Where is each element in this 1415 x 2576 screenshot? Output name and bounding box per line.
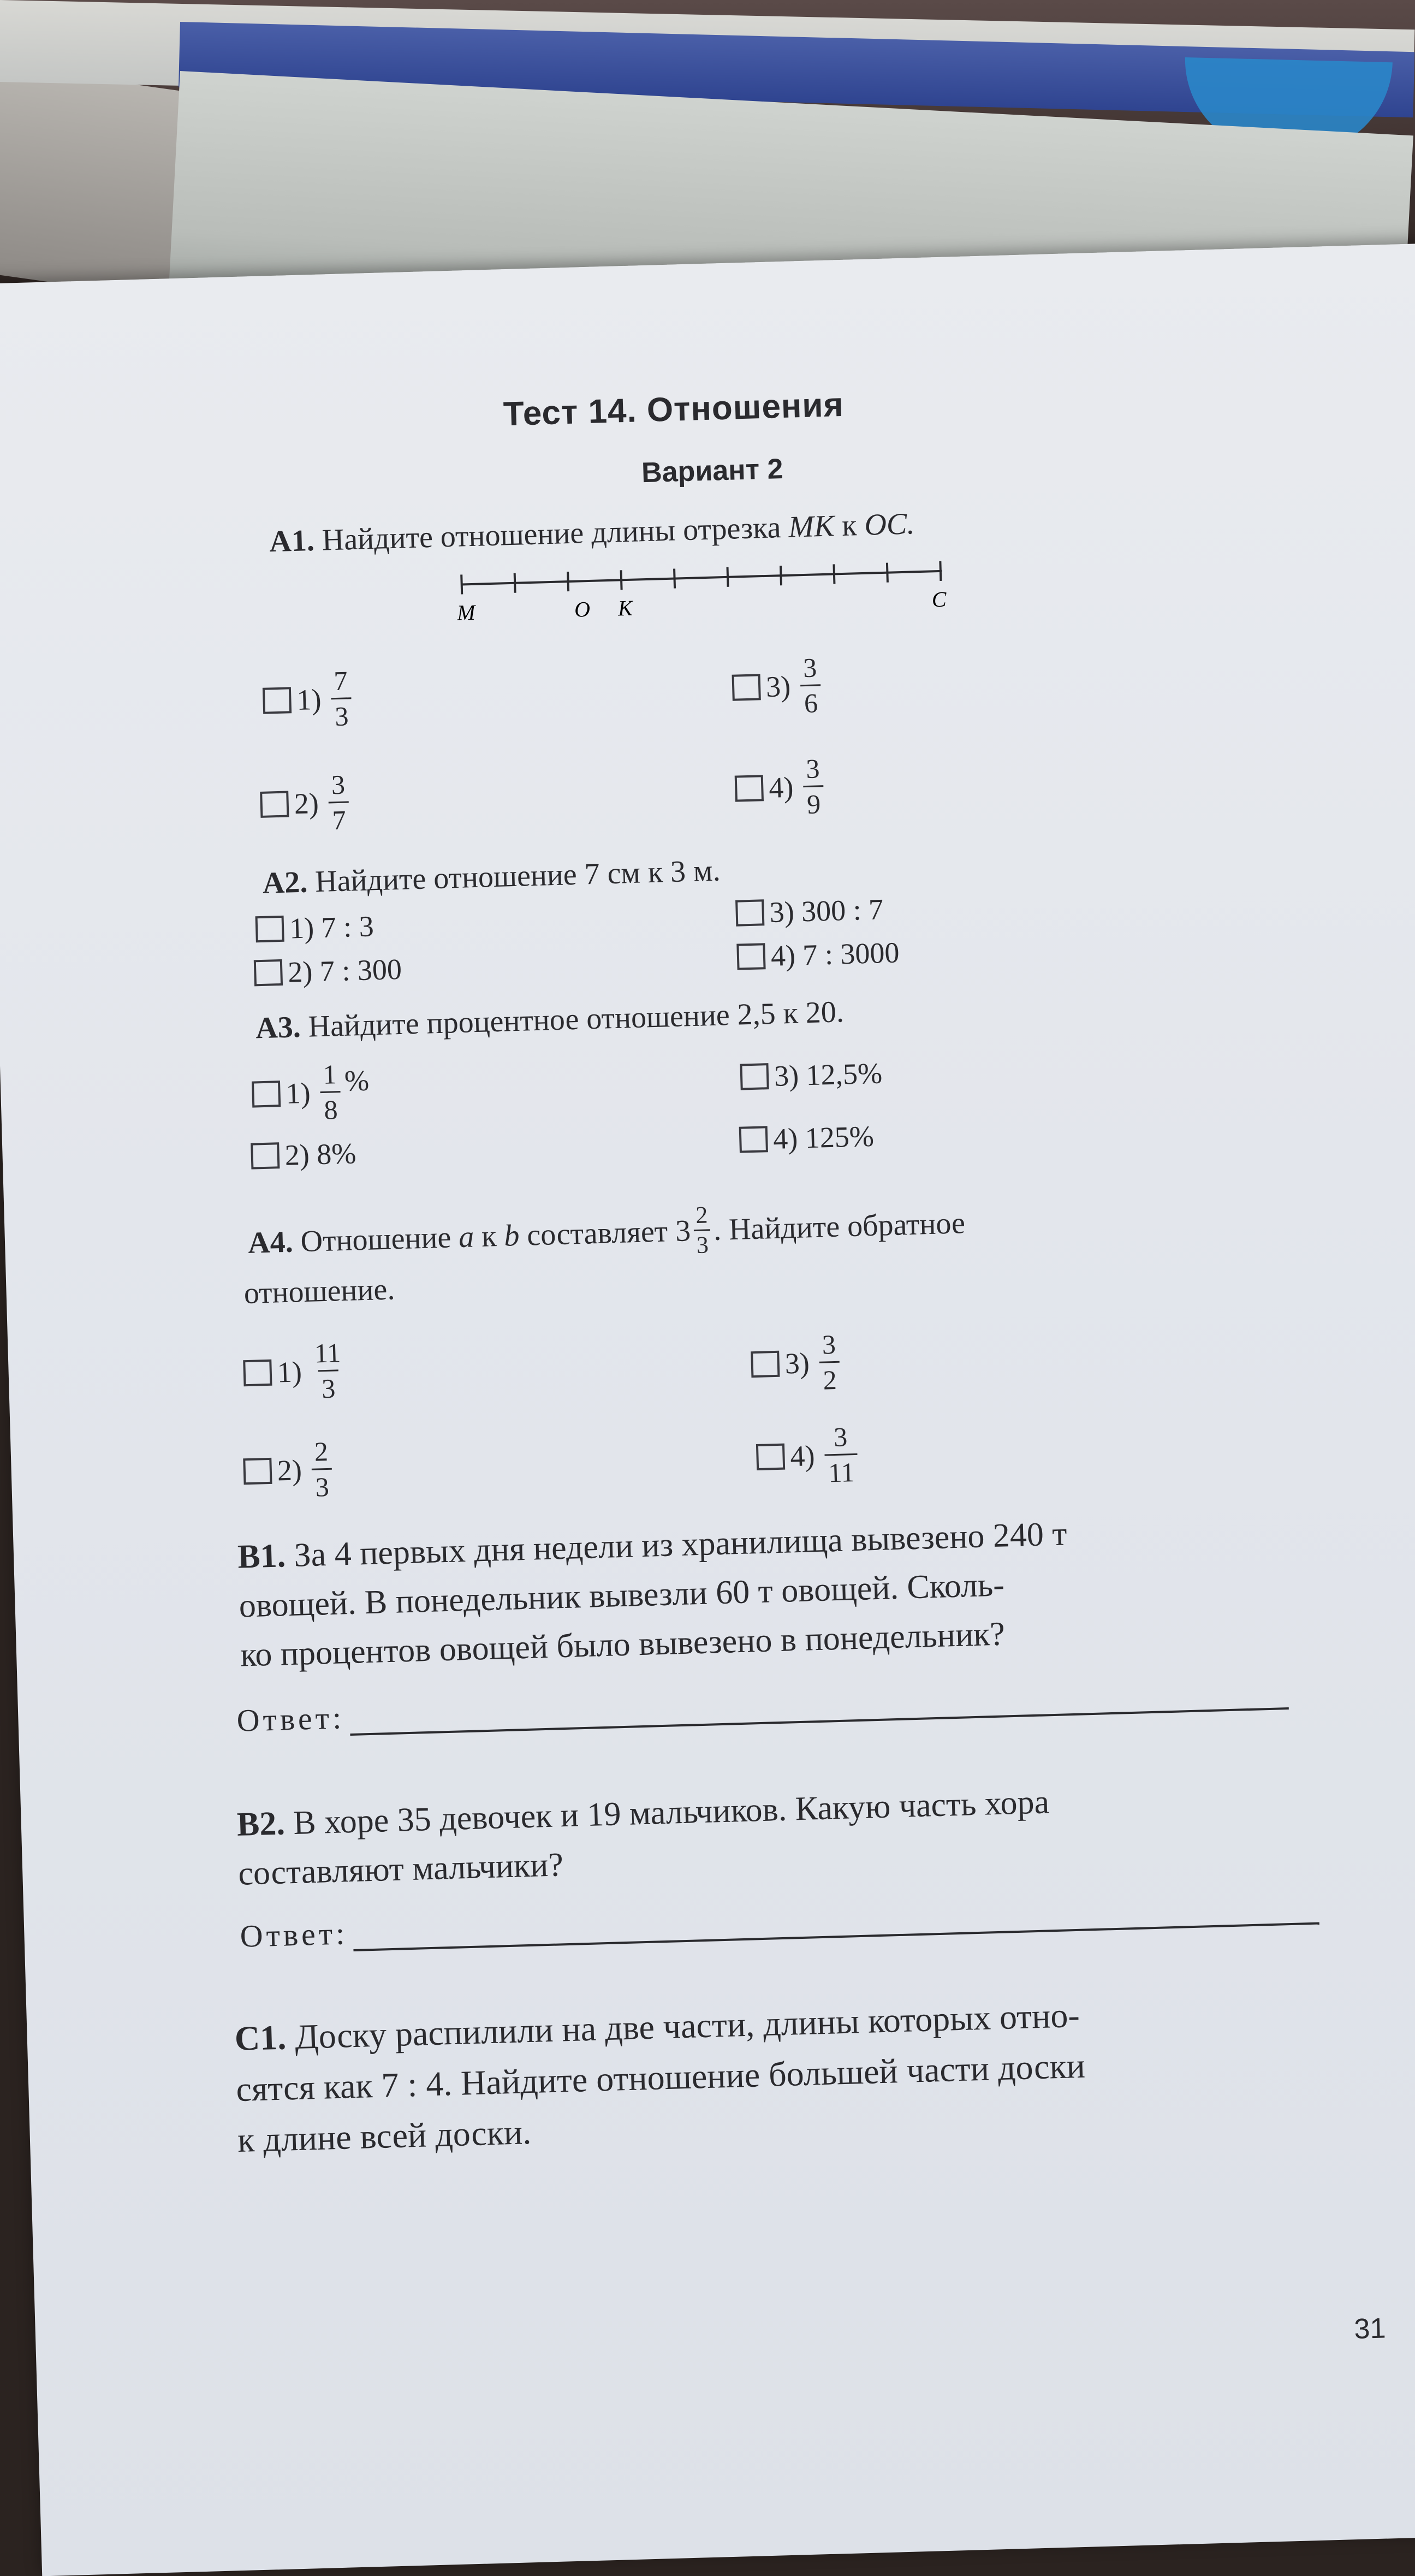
mixed-fraction: $\frac{2}{3}$ [693,1203,711,1257]
option-text: 1) 7 : 3 [289,910,374,945]
question-b2 [236,1778,1051,1898]
fraction: $\frac{3}{9}$ [802,755,824,818]
option-number: 3) [784,1346,810,1380]
option-number: 1) [285,1076,311,1110]
question-c1-line3: к длине всей доски. [237,2112,532,2159]
question-a3-text: Найдите процентное отношение 2,5 к 20. [307,995,845,1044]
a3-option-2-checkbox[interactable] [251,1142,280,1169]
a3-option-3-checkbox[interactable] [740,1063,769,1090]
answer-label: Ответ: [239,1915,349,1954]
question-b2-label: В2. [236,1805,286,1843]
a1-option-2 [259,770,349,835]
a2-option-2-checkbox[interactable] [254,959,283,986]
a4-option-2-checkbox[interactable] [243,1457,272,1484]
question-c1-line1: Доску распилили на две части, длины которых отно- [294,1995,1080,2057]
fraction: $\frac{7}{3}$ [330,667,352,730]
a2-option-1-checkbox[interactable] [255,916,284,942]
a3-option-3 [740,1056,883,1094]
segment-oc: OC. [864,507,915,542]
number-line-tick [940,561,941,581]
a4-option-4-checkbox[interactable] [756,1443,785,1470]
option-number: 2) [277,1453,302,1487]
a3-option-4-checkbox[interactable] [739,1126,768,1153]
question-c1-label: С1. [234,2017,287,2058]
question-b1-line1: За 4 первых дня недели из хранилища вывезено 240 т [293,1515,1068,1574]
fraction: $\frac{1}{8}$ [319,1060,341,1124]
a3-option-4 [739,1119,874,1157]
question-a4-text-mid: составляет 3 [526,1213,691,1253]
a1-option-4 [734,755,824,820]
option-text: 3) 300 : 7 [769,893,884,929]
a2-option-1 [255,909,374,946]
variable-b: b [503,1218,520,1253]
option-number: 4) [789,1439,816,1473]
b2-answer-row [240,1888,1320,1955]
option-text: 2) 7 : 300 [287,952,402,989]
option-number: 4) [768,770,794,804]
question-c1 [234,1990,1087,2166]
number-line-axis [462,571,942,585]
percent-sign: % [344,1064,370,1097]
number-line-tick [621,570,622,590]
a2-option-3 [735,892,884,930]
a3-option-1-checkbox[interactable] [252,1081,281,1107]
b1-answer-field[interactable] [350,1691,1289,1736]
question-a4-conj: к [481,1219,497,1254]
option-number: 1) [277,1355,302,1388]
b2-answer-field[interactable] [353,1906,1319,1951]
question-a2-label: А2. [261,865,308,900]
question-a1-text: Найдите отношение длины отрезка [321,511,782,557]
question-a4 [247,1196,966,1270]
a1-option-2-checkbox[interactable] [260,791,289,817]
a3-option-2 [251,1136,356,1173]
page-title: Тест 14. Отношения [503,385,845,434]
question-b1-line3: ко процентов овощей было вывезено в понедельник? [240,1615,1006,1674]
number-line-graphic [450,554,965,628]
a1-option-3-checkbox[interactable] [732,674,761,701]
a2-option-2 [254,952,402,990]
number-line-tick [674,569,675,589]
a4-option-4 [756,1423,858,1488]
a4-option-3 [750,1328,840,1396]
number-line-tick [887,563,888,583]
a2-option-4-checkbox[interactable] [736,943,765,970]
a1-option-1-checkbox[interactable] [263,687,292,714]
fraction: $\frac{3}{6}$ [800,654,822,717]
variable-a: a [458,1219,475,1254]
option-text: 3) 12,5% [774,1056,883,1093]
option-number: 3) [765,669,791,703]
a1-option-1 [262,667,352,732]
question-a1-conj: к [841,508,858,543]
number-line-tick [461,574,462,594]
fraction: $\frac{3}{2}$ [818,1331,840,1394]
a4-option-1-checkbox[interactable] [243,1359,272,1386]
page-number: 31 [1353,2312,1387,2346]
a3-option-1 [251,1060,370,1126]
option-text: 4) 125% [772,1119,875,1155]
a2-option-3-checkbox[interactable] [735,899,764,926]
a1-option-3 [732,654,822,719]
b1-answer-row [236,1673,1289,1739]
a4-option-3-checkbox[interactable] [751,1350,780,1377]
workbook-page [0,243,1415,2576]
question-a2-text: Найдите отношение 7 см к 3 м. [314,853,721,899]
option-number: 2) [293,786,319,820]
option-number: 1) [296,682,322,716]
question-b1-label: В1. [237,1537,287,1576]
fraction: $\frac{11}{3}$ [314,1337,341,1404]
a2-option-4 [736,935,900,974]
numline-label-k: K [617,595,633,621]
a4-option-1 [242,1339,345,1404]
question-a1-label: А1. [269,524,315,559]
question-a2 [262,853,721,900]
fraction: $\frac{3}{7}$ [328,770,349,834]
answer-label: Ответ: [236,1700,345,1738]
fraction: $\frac{3}{11}$ [824,1423,858,1487]
numline-label-o: O [574,596,591,622]
question-b1 [237,1510,1071,1680]
fraction: $\frac{2}{3}$ [311,1438,332,1501]
segment-mk: MK [788,509,835,544]
question-b2-line2: составляют мальчики? [237,1846,564,1892]
option-text: 4) 7 : 3000 [770,936,900,972]
question-b2-line1: В хоре 35 девочек и 19 мальчиков. Какую часть хора [293,1783,1050,1842]
question-c1-line2: сятся как 7 : 4. Найдите отношение большей части доски [235,2046,1086,2109]
question-a4-label: А4. [247,1225,294,1260]
question-a4-line2: отношение. [243,1272,396,1311]
question-a3-label: А3. [255,1010,301,1046]
numline-label-m: M [456,600,476,625]
variant-heading: Вариант 2 [641,453,784,489]
question-a3 [255,994,844,1046]
number-line [450,554,965,631]
option-text: 2) 8% [284,1137,357,1172]
question-a4-text: Отношение [300,1220,452,1259]
question-a1 [269,506,915,559]
numline-label-c: C [931,586,947,612]
a4-option-2 [242,1435,332,1503]
question-b1-line2: овощей. В понедельник вывезли 60 т овощей. Сколь- [238,1566,1005,1625]
question-a4-text-after: . Найдите обратное [713,1206,966,1247]
a1-option-4-checkbox[interactable] [735,775,764,802]
